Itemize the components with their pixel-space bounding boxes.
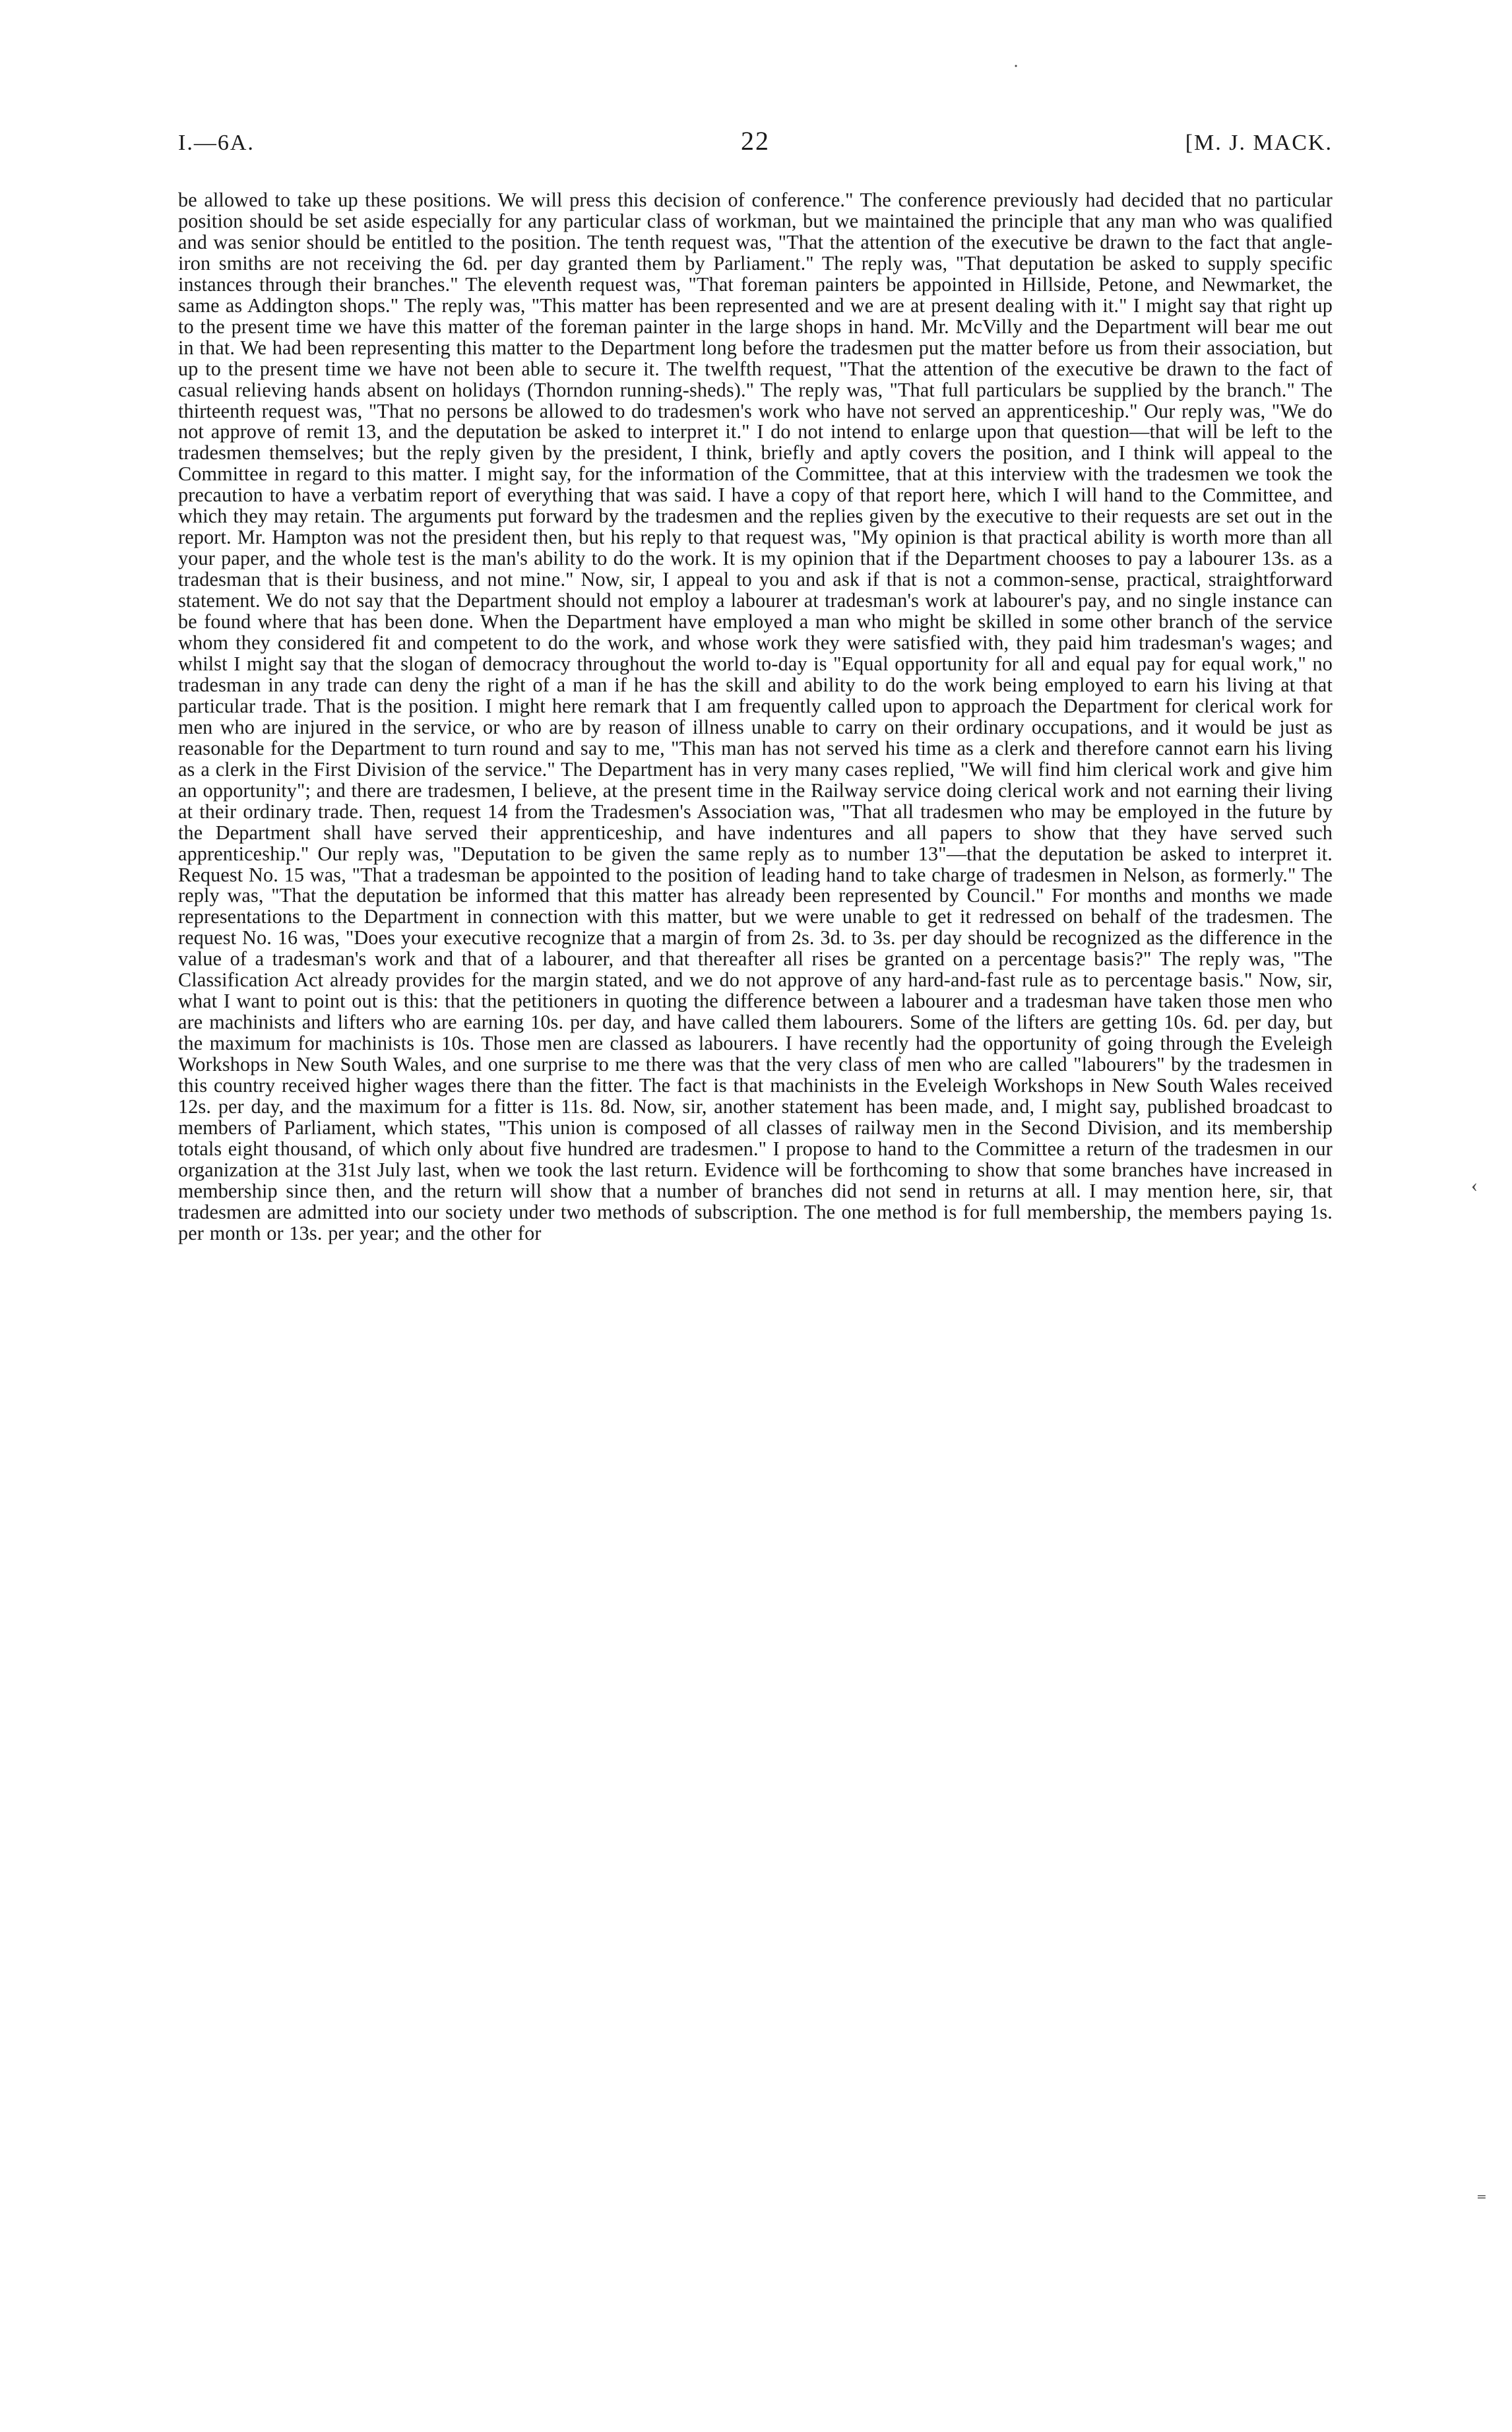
body-text <box>178 190 1333 1244</box>
scan-speck: ˙ <box>1013 61 1019 82</box>
paper-reference: I.—6A. <box>178 131 255 155</box>
margin-mark: ⁼ <box>1476 2190 1487 2212</box>
body-paragraph: be allowed to take up these positions. We will press this decision of conference." The conference previously had decided that no particular position should be set aside especially for any particular class of workman, but we maintained the principle that any man who was qualified and was senior should be entitled to the position. The tenth request was, "That the attention of the executive be drawn to the fact that angle-iron smiths are not receiving the 6d. per day granted them by Parliament." The reply was, "That deputation be asked to supply specific instances through their branches." The eleventh request was, "That foreman painters be appointed in Hillside, Petone, and Newmarket, the same as Addington shops." The reply was, "This matter has been represented and we are at present dealing with it." I might say that right up to the present time we have this matter of the foreman painter in the large shops in hand. Mr. McVilly and the Department will bear me out in that. We had been representing this matter to the Department long before the tradesmen put the matter before us from their association, but up to the present time we have not been able to secure it. The twelfth request, "That the attention of the executive be drawn to the fact of casual relieving hands absent on holidays (Thorndon running-sheds)." The reply was, "That full particulars be supplied by the branch." The thirteenth request was, "That no persons be allowed to do tradesmen's work who have not served an apprenticeship." Our reply was, "We do not approve of remit 13, and the deputation be asked to interpret it." I do not intend to enlarge upon that question—that will be left to the tradesmen themselves; but the reply given by the president, I think, briefly and aptly covers the position, and I think will appeal to the Committee in regard to this matter. I might say, for the information of the Committee, that at this interview with the tradesmen we took the precaution to have a verbatim report of everything that was said. I have a copy of that report here, which I will hand to the Committee, and which they may retain. The arguments put forward by the tradesmen and the replies given by the executive to their requests are set out in the report. Mr. Hampton was not the president then, but his reply to that request was, "My opinion is that practical ability is worth more than all your paper, and the whole test is the man's ability to do the work. It is my opinion that if the Department chooses to pay a labourer 13s. as a tradesman that is their business, and not mine." Now, sir, I appeal to you and ask if that is not a common-sense, practical, straightforward statement. We do not say that the Department should not employ a labourer at tradesman's work at labourer's pay, and no single instance can be found where that has been done. When the Department have employed a man who might be skilled in some other branch of the service whom they considered fit and competent to do the work, and whose work they were satisfied with, they paid him tradesman's wages; and whilst I might say that the slogan of democracy throughout the world to-day is "Equal opportunity for all and equal pay for equal work," no tradesman in any trade can deny the right of a man if he has the skill and ability to do the work being employed to earn his living at that particular trade. That is the position. I might here remark that I am frequently called upon to approach the Department for clerical work for men who are injured in the service, or who are by reason of illness unable to carry on their ordinary occupations, and it would be just as reasonable for the Department to turn round and say to me, "This man has not served his time as a clerk and therefore cannot earn his living as a clerk in the First Division of the service." The Department has in very many cases replied, "We will find him clerical work and give him an opportunity"; and there are tradesmen, I believe, at the present time in the Railway service doing clerical work and not earning their living at their ordinary trade. Then, request 14 from the Tradesmen's Association was, "That all tradesmen who may be employed in the future by the Department shall have served their apprenticeship, and have indentures and all papers to show that they have served such apprenticeship." Our reply was, "Deputation to be given the same reply as to number 13"—that the deputation be asked to interpret it. Request No. 15 was, "That a tradesman be appointed to the position of leading hand to take charge of tradesmen in Nelson, as formerly." The reply was, "That the deputation be informed that this matter has already been represented by Council." For months and months we made representations to the Department in connection with this matter, but we were unable to get it redressed on behalf of the tradesmen. The request No. 16 was, "Does your executive recognize that a margin of from 2s. 3d. to 3s. per day should be recognized as the difference in the value of a tradesman's work and that of a labourer, and that thereafter all rises be granted on a percentage basis?" The reply was, "The Classification Act already provides for the margin stated, and we do not approve of any hard-and-fast rule as to percentage basis." Now, sir, what I want to point out is this: that the petitioners in quoting the difference between a labourer and a tradesman have taken those men who are machinists and lifters who are earning 10s. per day, and have called them labourers. Some of the lifters are getting 10s. 6d. per day, but the maximum for machinists is 10s. Those men are classed as labourers. I have recently had the opportunity of going through the Eveleigh Workshops in New South Wales, and one surprise to me there was that the very class of men who are called "labourers" by the tradesmen in this country received higher wages there than the fitter. The fact is that machinists in the Eveleigh Workshops in New South Wales received 12s. per day, and the maximum for a fitter is 11s. 8d. Now, sir, another statement has been made, and, I might say, published broadcast to members of Parliament, which states, "This union is composed of all classes of railway men in the Second Division, and its membership totals eight thousand, of which only about five hundred are tradesmen." I propose to hand to the Committee a return of the tradesmen in our organization at the 31st July last, when we took the last return. Evidence will be forthcoming to show that some branches have increased in membership since then, and the return will show that a number of branches did not send in returns at all. I may mention here, sir, that tradesmen are admitted into our society under two methods of subscription. The one method is for full membership, the members paying 1s. per month or 13s. per year; and the other for <box>178 189 1333 1244</box>
witness-name: [M. J. MACK. <box>1185 131 1333 155</box>
margin-mark: ‹ <box>1471 1174 1478 1196</box>
page-number: 22 <box>741 126 770 156</box>
page-header <box>178 125 1333 165</box>
